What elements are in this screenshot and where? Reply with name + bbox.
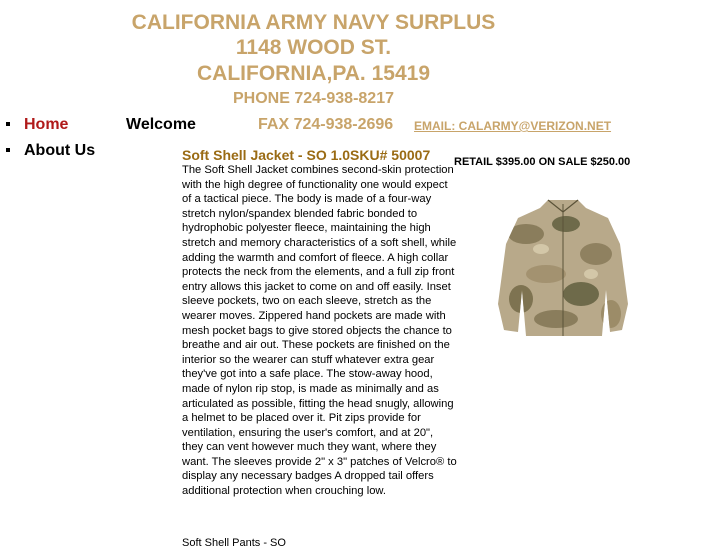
fax-number: FAX 724-938-2696 xyxy=(258,116,394,133)
nav-about-link[interactable]: About Us xyxy=(24,142,96,159)
city-state-zip: CALIFORNIA,PA. 15419 xyxy=(197,62,430,85)
store-name: CALIFORNIA ARMY NAVY SURPLUS xyxy=(131,11,496,34)
camo-jacket-image xyxy=(496,194,630,340)
email-link[interactable]: EMAIL: CALARMY@VERIZON.NET xyxy=(414,119,612,133)
product-title: Soft Shell Jacket - SO 1.0SKU# 50007 xyxy=(182,147,431,163)
product-price: RETAIL $395.00 ON SALE $250.00 xyxy=(454,156,631,168)
main-nav xyxy=(6,115,95,167)
nav-item-home[interactable] xyxy=(6,115,95,141)
bullet-icon xyxy=(6,122,10,126)
nav-home-link[interactable]: Home xyxy=(24,116,69,133)
nav-item-about-us[interactable] xyxy=(6,141,95,167)
street-address: 1148 WOOD ST. xyxy=(235,36,392,59)
bullet-icon xyxy=(6,148,10,152)
next-product-title: Soft Shell Pants - SO xyxy=(182,537,286,549)
welcome-heading: Welcome xyxy=(126,116,196,133)
phone-number: PHONE 724-938-8217 xyxy=(233,90,394,107)
product-description: The Soft Shell Jacket combines second-skin protection with the high degree of functionality one would expect of a tactical piece. The body is made of a four-way stretch nylon/spandex blended fabric bonded to hydrophobic polyester fleece, maintaining the high stretch and memory characteristics of a soft shell, while adding the warmth and comfort of fleece. A high collar protects the neck from the elements, and a full zip front entry allows this jacket to come on and off easily. Inset sleeve pockets, two on each sleeve, stretch as the wearer moves. Zippered hand pockets are made with mesh pocket bags to give stored objects the chance to breathe and air out. These pockets are finished on the interior so the wearer can stuff whatever extra gear they've got into a safe place. The stow-away hood, made of nylon rip stop, is made as minimally and as articulated as possible, fitting the head snugly, allowing a helmet to be placed over it. Pit zips provide for ventilation, ensuring the user's comfort, and at 20", they can vent however much they want, where they want. The sleeves provide 2" x 3" patches of Velcro® to display any necessary badges A dropped tail offers additional protection when crouching low. xyxy=(182,164,457,498)
